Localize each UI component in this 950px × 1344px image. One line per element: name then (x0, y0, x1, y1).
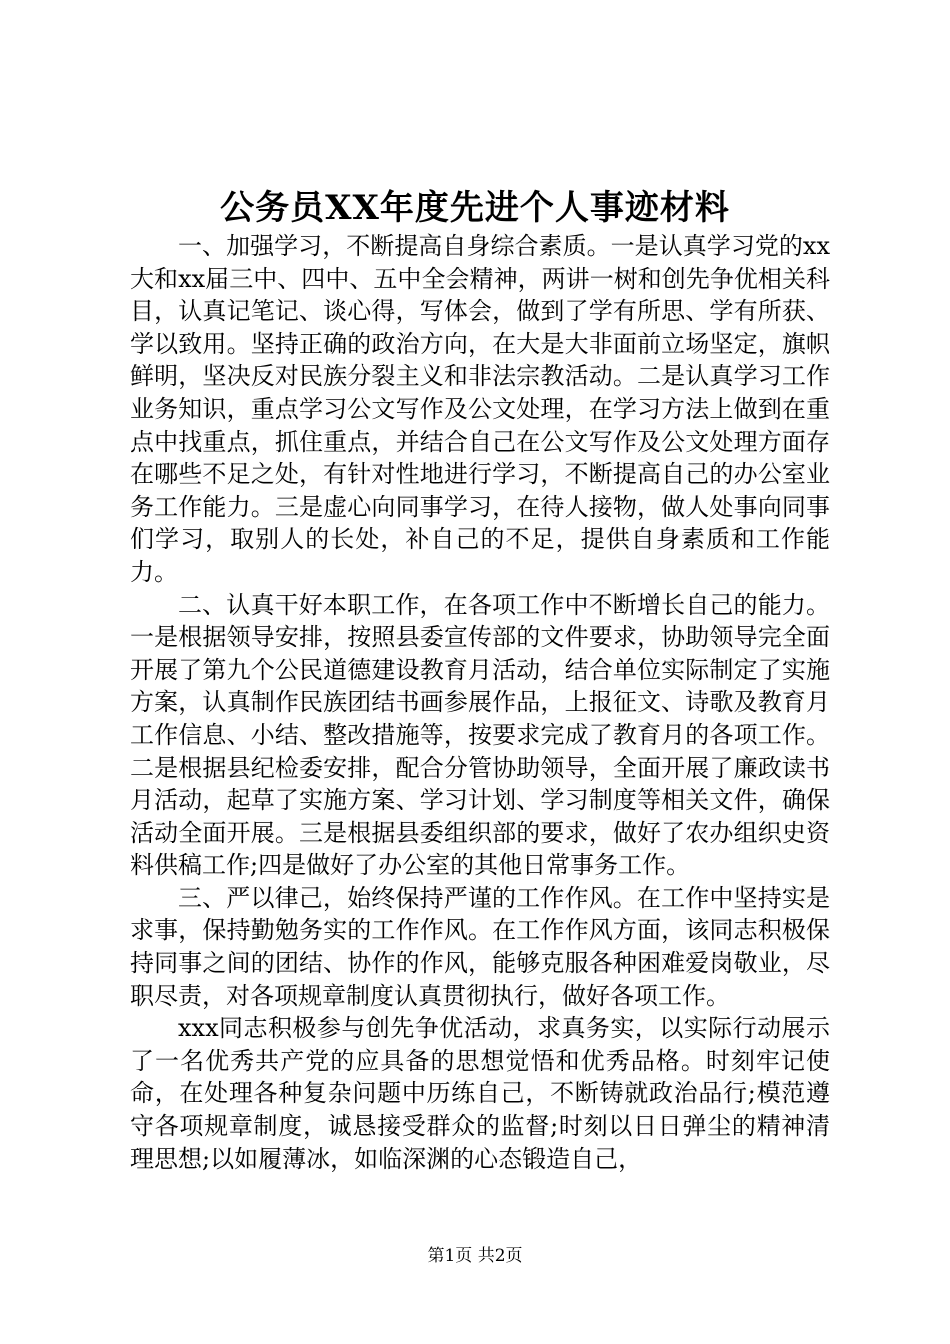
paragraph-duties: 二、认真干好本职工作，在各项工作中不断增长自己的能力。一是根据领导安排，按照县委宣传部的文件要求，协助领导完全面开展了第九个公民道德建设教育月活动，结合单位实际制定了实施方案，认真制作民族团结书画参展作品，上报征文、诗歌及教育月工作信息、小结、整改措施等，按要求完成了教育月的各项工作。二是根据县纪检委安排，配合分管协助领导，全面开展了廉政读书月活动，起草了实施方案、学习计划、学习制度等相关文件，确保活动全面开展。三是根据县委组织部的要求，做好了农办组织史资料供稿工作;四是做好了办公室的其他日常事务工作。 (130, 590, 830, 880)
document-title: 公务员XX年度先进个人事迹材料 (220, 188, 730, 228)
document-body (130, 230, 830, 1175)
paragraph-discipline: 三、严以律己，始终保持严谨的工作作风。在工作中坚持实是求事，保持勤勉务实的工作作风。在工作作风方面，该同志积极保持同事之间的团结、协作的作风，能够克服各种困难爱岗敬业，尽职尽责，对各项规章制度认真贯彻执行，做好各项工作。 (130, 883, 830, 1010)
paragraph-study: 一、加强学习，不断提高自身综合素质。一是认真学习党的xx大和xx届三中、四中、五中全会精神，两讲一树和创先争优相关科目，认真记笔记、谈心得，写体会，做到了学有所思、学有所获、学以致用。坚持正确的政治方向，在大是大非面前立场坚定，旗帜鲜明，坚决反对民族分裂主义和非法宗教活动。二是认真学习工作业务知识，重点学习公文写作及公文处理，在学习方法上做到在重点中找重点，抓住重点，并结合自己在公文写作及公文处理方面存在哪些不足之处，有针对性地进行学习，不断提高自己的办公室业务工作能力。三是虚心向同事学习，在待人接物，做人处事向同事们学习，取别人的长处，补自己的不足，提供自身素质和工作能力。 (130, 232, 830, 586)
paragraph-summary: xxx同志积极参与创先争优活动，求真务实，以实际行动展示了一名优秀共产党的应具备的思想觉悟和优秀品格。时刻牢记使命，在处理各种复杂问题中历练自己，不断铸就政治品行;模范遵守各项规章制度，诚恳接受群众的监督;时刻以日日弹尘的精神清理思想;以如履薄冰，如临深渊的心态锻造自己， (130, 1014, 830, 1173)
page-number: 第1页 共2页 (427, 1246, 523, 1266)
